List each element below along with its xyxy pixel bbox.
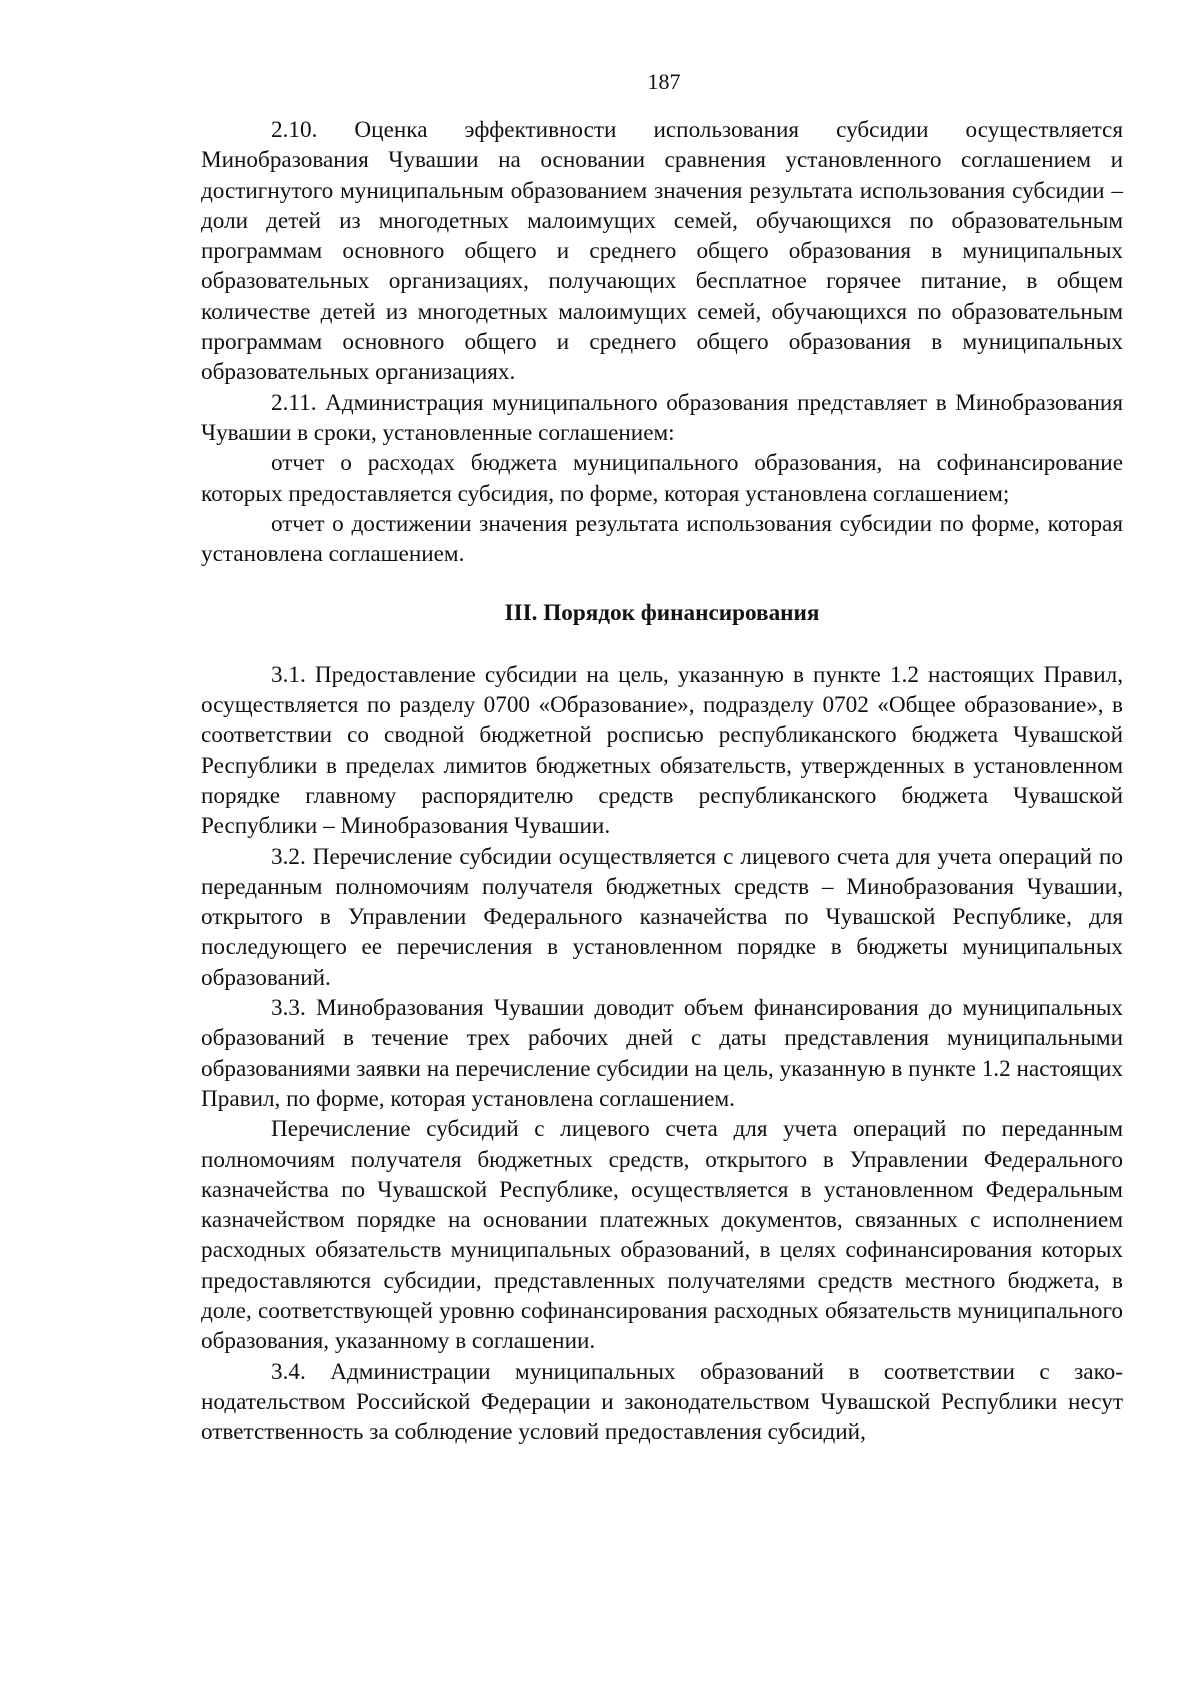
paragraph-2-10: 2.10. Оценка эффективности использования субсидии осуществляется Минобразования Чувашии на основании сравнения установленного соглашением и достигнутого муниципальным образованием значения результата использования субсидии – доли детей из многодетных малоимущих семей, обучающихся по образовательным программам основного общего и среднего общего образования в муниципальных образовательных организациях, получающих бесплатное горячее питание, в общем количестве детей из многодетных малоимущих семей, обучающихся по образовательным программам основного общего и среднего общего образования в муниципальных образовательных организациях. xyxy=(201,117,1123,386)
page-number: 187 xyxy=(647,69,681,94)
paragraph-3-2: 3.2. Перечисление субсидии осуществляется с лицевого счета для учета операций по переданным полномочиям получателя бюджетных средств – Минобразования Чувашии, открытого в Управлении Федерального казначейства по Чувашской Республике, для последующего ее перечисления в установленном порядке в бюджеты муниципальных образований. xyxy=(201,843,1123,991)
document-body xyxy=(201,115,1123,1447)
paragraph-result-report: отчет о достижении значения результата использования субсидии по форме, которая установлена соглашением. xyxy=(201,510,1123,568)
section-heading: III. Порядок финансирования xyxy=(504,600,820,627)
paragraph-3-4: 3.4. Администрации муниципальных образований в соответствии с законодательством Российской Федерации и законодательством Чувашской Республики несут ответственность за соблюдение условий предоставления субсидий, xyxy=(201,1358,1123,1446)
paragraph-3-1: 3.1. Предоставление субсидии на цель, указанную в пункте 1.2 настоящих Правил, осуществляется по разделу 0700 «Образование», подразделу 0702 «Общее образование», в соответствии со сводной бюджетной росписью республиканского бюджета Чувашской Республики в пределах лимитов бюджетных обязательств, утвержденных в установленном порядке главному распорядителю средств республиканского бюджета Чувашской Республики – Минобразования Чувашии. xyxy=(201,661,1123,840)
paragraph-transfer: Перечисление субсидий с лицевого счета для учета операций по переданным полномочиям получателя бюджетных средств, открытого в Управлении Федерального казначейства по Чувашской Республике, осуществляется в установленном Федеральным казначейством порядке на основании платежных документов, связанных с исполнением расходных обязательств муниципальных образований, в целях софинансирования которых предоставляются субсидии, представленных получателями средств местного бюджета, в доле, соответствующей уровню софинансирования расходных обязательств муниципального образования, указанному в соглашении. xyxy=(201,1116,1123,1355)
paragraph-expense-report: отчет о расходах бюджета муниципального образования, на софинансирование которых предоставляется субсидия, по форме, которая установлена соглашением; xyxy=(201,450,1123,507)
paragraph-3-3: 3.3. Минобразования Чувашии доводит объем финансирования до муниципальных образований в течение трех рабочих дней с даты представления муниципальными образованиями заявки на перечисление субсидии на цель, указанную в пункте 1.2 настоящих Правил, по форме, которая установлена соглашением. xyxy=(201,995,1123,1112)
paragraph-2-11: 2.11. Администрация муниципального образования представляет в Минобразования Чувашии в сроки, установленные соглашением: xyxy=(201,389,1123,446)
